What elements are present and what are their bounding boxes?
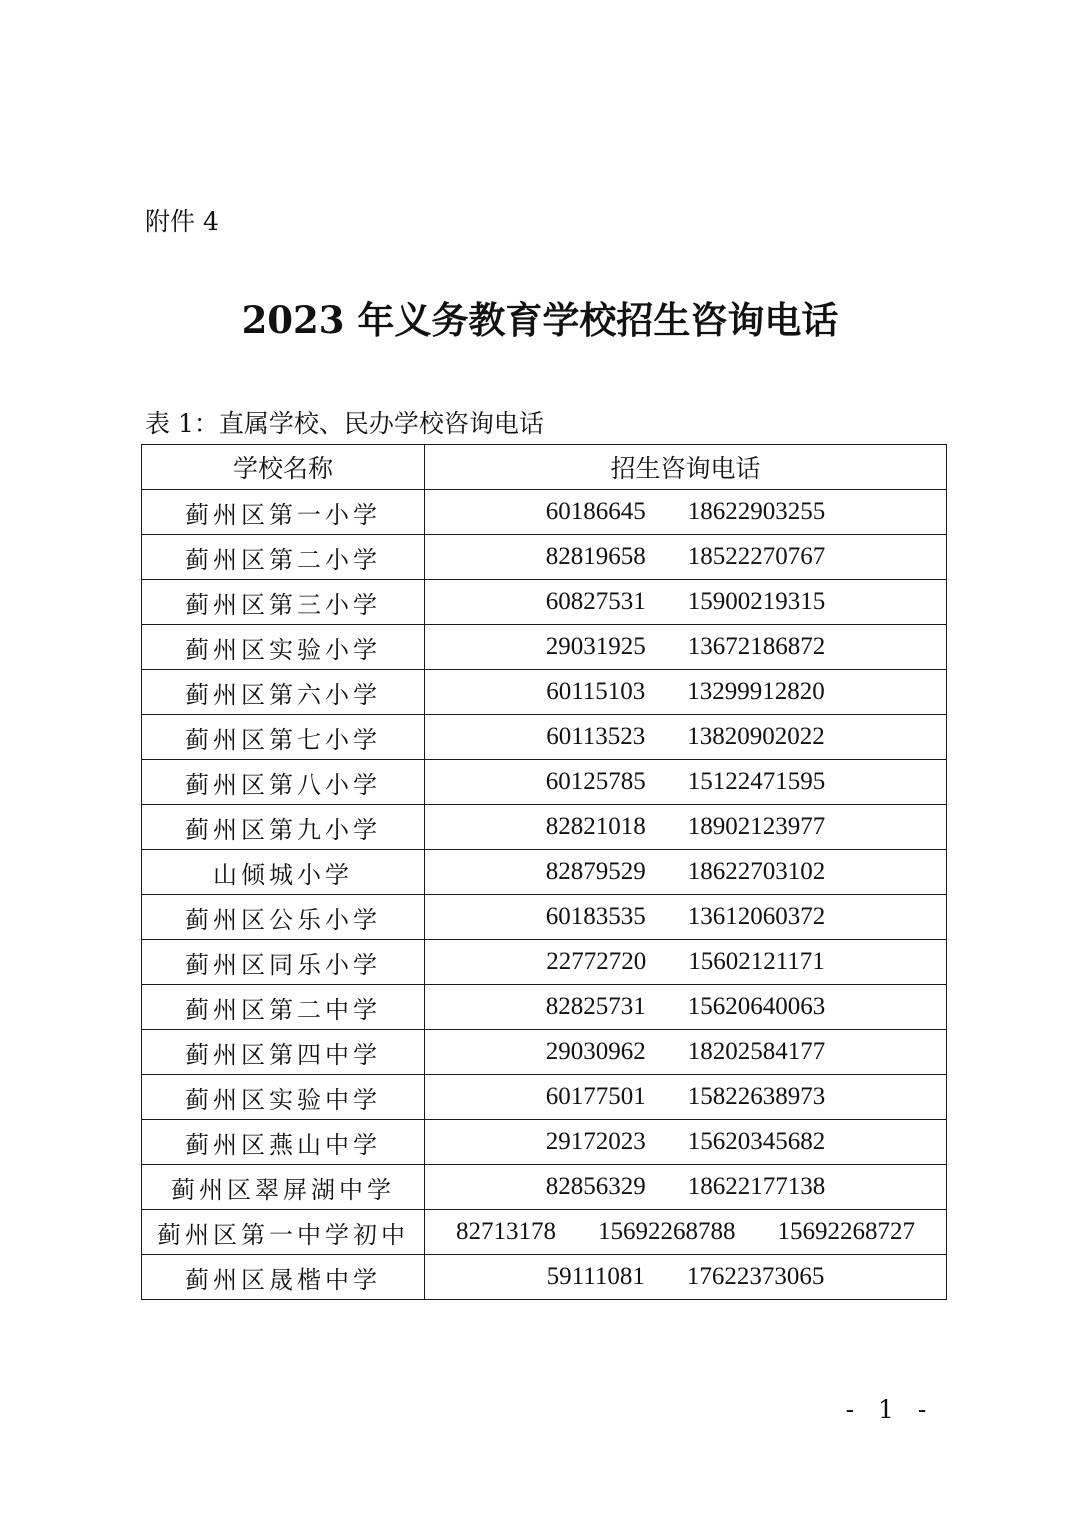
phone-number: 15900219315 <box>687 588 826 615</box>
phone-number: 22772720 <box>546 948 647 975</box>
phone-list <box>425 813 946 841</box>
phone-list <box>425 543 946 571</box>
phone-number: 15692268788 <box>598 1218 736 1245</box>
attachment-label: 附件 4 <box>145 207 219 236</box>
school-name-cell <box>142 1030 425 1075</box>
phone-number: 60115103 <box>546 678 646 705</box>
school-name: 蓟州区实验小学 <box>185 635 381 664</box>
phone-number: 15602121171 <box>688 948 825 975</box>
phone-cell <box>425 760 947 805</box>
school-name-cell <box>142 670 425 715</box>
phone-list <box>425 633 946 661</box>
school-name-cell <box>142 490 425 535</box>
document-title: 2023 年义务教育学校招生咨询电话 <box>241 298 839 342</box>
phone-number: 82825731 <box>545 993 646 1020</box>
phone-number: 29031925 <box>545 633 646 660</box>
table-row <box>142 1165 947 1210</box>
table-row <box>142 805 947 850</box>
phone-number: 60186645 <box>545 498 646 525</box>
phone-number: 18202584177 <box>687 1038 826 1065</box>
phone-cell <box>425 535 947 580</box>
school-name: 蓟州区第二小学 <box>185 545 381 574</box>
school-name: 蓟州区实验中学 <box>185 1085 381 1114</box>
school-name: 蓟州区晟楷中学 <box>185 1265 381 1294</box>
school-name-cell <box>142 940 425 985</box>
school-name: 蓟州区第七小学 <box>185 725 381 754</box>
table-row <box>142 1120 947 1165</box>
phone-list <box>425 1128 946 1156</box>
phone-cell <box>425 1030 947 1075</box>
table-row <box>142 490 947 535</box>
school-name-cell <box>142 895 425 940</box>
phone-list <box>425 678 946 706</box>
school-name-cell <box>142 985 425 1030</box>
phone-number: 15822638973 <box>687 1083 826 1110</box>
school-name: 蓟州区燕山中学 <box>185 1130 381 1159</box>
phone-number: 18622177138 <box>687 1173 826 1200</box>
table-row <box>142 580 947 625</box>
school-name: 蓟州区第九小学 <box>185 815 381 844</box>
phone-cell <box>425 1120 947 1165</box>
phone-list <box>425 858 946 886</box>
phone-cell <box>425 940 947 985</box>
school-name-cell <box>142 850 425 895</box>
phone-number: 29172023 <box>545 1128 646 1155</box>
school-name: 山倾城小学 <box>213 860 353 889</box>
phone-number: 60125785 <box>545 768 646 795</box>
table-row <box>142 985 947 1030</box>
phone-cell <box>425 850 947 895</box>
phone-cell <box>425 1255 947 1300</box>
phone-cell <box>425 985 947 1030</box>
header-school-name: 学校名称 <box>142 445 425 490</box>
school-name: 蓟州区第二中学 <box>185 995 381 1024</box>
table-row <box>142 535 947 580</box>
contact-table <box>141 444 947 1300</box>
phone-number: 18622703102 <box>687 858 826 885</box>
phone-number: 82856329 <box>545 1173 646 1200</box>
phone-number: 82819658 <box>545 543 646 570</box>
school-name-cell <box>142 760 425 805</box>
page-number: - 1 - <box>845 1395 935 1424</box>
phone-cell <box>425 1075 947 1120</box>
phone-number: 82879529 <box>545 858 646 885</box>
school-name: 蓟州区第六小学 <box>185 680 381 709</box>
school-name: 蓟州区第四中学 <box>185 1040 381 1069</box>
phone-number: 82821018 <box>545 813 646 840</box>
phone-number: 15620640063 <box>687 993 826 1020</box>
phone-list <box>425 903 946 931</box>
phone-number: 29030962 <box>545 1038 646 1065</box>
table-header-row <box>142 445 947 490</box>
phone-cell <box>425 670 947 715</box>
phone-cell <box>425 625 947 670</box>
school-name-cell <box>142 1255 425 1300</box>
phone-cell <box>425 1165 947 1210</box>
phone-cell <box>425 1210 947 1255</box>
school-name-cell <box>142 805 425 850</box>
phone-list <box>425 588 946 616</box>
phone-list <box>425 723 946 751</box>
phone-number: 15620345682 <box>687 1128 826 1155</box>
school-name: 蓟州区同乐小学 <box>185 950 381 979</box>
phone-cell <box>425 715 947 760</box>
table-body <box>142 490 947 1300</box>
phone-number: 13612060372 <box>687 903 826 930</box>
phone-number: 60183535 <box>545 903 646 930</box>
school-name: 蓟州区公乐小学 <box>185 905 381 934</box>
phone-list <box>425 1218 946 1246</box>
phone-number: 18622903255 <box>687 498 826 525</box>
phone-number: 60827531 <box>545 588 646 615</box>
school-name-cell <box>142 580 425 625</box>
school-name: 蓟州区第一中学初中 <box>157 1220 409 1249</box>
phone-list <box>425 1083 946 1111</box>
phone-list <box>425 1173 946 1201</box>
school-name: 蓟州区第八小学 <box>185 770 381 799</box>
phone-list <box>425 948 946 976</box>
table-row <box>142 625 947 670</box>
phone-list <box>425 768 946 796</box>
phone-list <box>425 498 946 526</box>
table-row <box>142 715 947 760</box>
phone-cell <box>425 895 947 940</box>
header-phone: 招生咨询电话 <box>425 445 947 490</box>
phone-number: 59111081 <box>546 1263 645 1290</box>
school-name: 蓟州区第一小学 <box>185 500 381 529</box>
school-name: 蓟州区第三小学 <box>185 590 381 619</box>
phone-list <box>425 1038 946 1066</box>
table-row <box>142 670 947 715</box>
phone-cell <box>425 580 947 625</box>
phone-number: 60177501 <box>545 1083 646 1110</box>
school-name-cell <box>142 625 425 670</box>
phone-number: 60113523 <box>546 723 646 750</box>
school-name-cell <box>142 1165 425 1210</box>
table-caption: 表 1：直属学校、民办学校咨询电话 <box>145 409 544 438</box>
school-name-cell <box>142 535 425 580</box>
phone-number: 18902123977 <box>687 813 826 840</box>
phone-list <box>425 1263 946 1291</box>
phone-cell <box>425 805 947 850</box>
table-row <box>142 895 947 940</box>
table-row <box>142 1255 947 1300</box>
phone-number: 13672186872 <box>687 633 826 660</box>
phone-number: 13820902022 <box>687 723 825 750</box>
phone-number: 82713178 <box>456 1218 556 1245</box>
school-name-cell <box>142 1210 425 1255</box>
table-row <box>142 1210 947 1255</box>
table-row <box>142 850 947 895</box>
table-row <box>142 940 947 985</box>
school-name-cell <box>142 715 425 760</box>
phone-number: 17622373065 <box>686 1263 825 1290</box>
phone-cell <box>425 490 947 535</box>
phone-number: 18522270767 <box>687 543 826 570</box>
phone-number: 15692268727 <box>777 1218 915 1245</box>
table-row <box>142 760 947 805</box>
table-row <box>142 1075 947 1120</box>
school-name-cell <box>142 1120 425 1165</box>
school-name-cell <box>142 1075 425 1120</box>
phone-number: 15122471595 <box>687 768 826 795</box>
school-name: 蓟州区翠屏湖中学 <box>171 1175 395 1204</box>
table-row <box>142 1030 947 1075</box>
phone-number: 13299912820 <box>687 678 825 705</box>
phone-list <box>425 993 946 1021</box>
